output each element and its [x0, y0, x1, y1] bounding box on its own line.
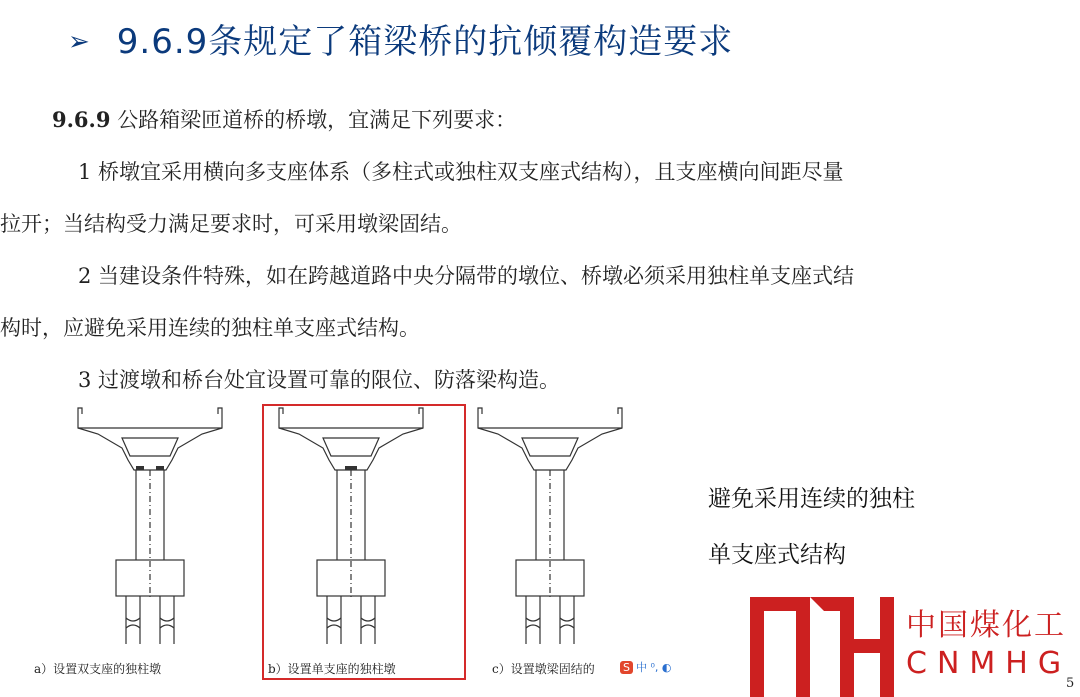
bearing-right [156, 466, 164, 470]
note-line1: 避免采用连续的独柱 [708, 486, 915, 512]
note-line2: 单支座式结构 [708, 542, 846, 568]
caption-b: b）设置单支座的独柱墩 [268, 662, 396, 676]
slide-title [68, 14, 733, 63]
caption-a: a）设置双支座的独柱墩 [34, 662, 162, 676]
bearing-left [136, 466, 144, 470]
item2-line1: 2 当建设条件特殊，如在跨越道路中央分隔带的墩位、桥墩必须采用独柱单支座式结 [78, 264, 855, 288]
document-excerpt [0, 94, 1080, 406]
item3: 3 过渡墩和桥台处宜设置可靠的限位、防落梁构造。 [78, 368, 561, 392]
clause-number: 9.6.9 [52, 107, 111, 132]
item1-line1: 1 桥墩宜采用横向多支座体系（多柱式或独柱双支座式结构），且支座横向间距尽量 [78, 160, 844, 184]
logo-text-en: CNMHG [906, 646, 1072, 681]
highlight-box [262, 404, 466, 680]
caption-c: c）设置墩梁固结的 [492, 662, 595, 676]
ime-toolbar[interactable] [620, 659, 671, 675]
page-number: 5 [1066, 676, 1075, 691]
sogou-icon: S [620, 661, 633, 674]
slide-title-text: 9.6.9条规定了箱梁桥的抗倾覆构造要求 [116, 22, 734, 62]
clause-heading-text: 公路箱梁匝道桥的桥墩，宜满足下列要求： [110, 108, 517, 132]
arrow-bullet-icon: ➢ [68, 27, 91, 57]
item2-line2: 构时，应避免采用连续的独柱单支座式结构。 [0, 316, 420, 340]
logo-text-cn: 中国煤化工 [906, 608, 1066, 643]
clause-heading [0, 94, 1080, 146]
ime-toolbar-text: 中 ⁰, ◐ [635, 661, 672, 674]
item1-line2: 拉开；当结构受力满足要求时，可采用墩梁固结。 [0, 212, 462, 236]
